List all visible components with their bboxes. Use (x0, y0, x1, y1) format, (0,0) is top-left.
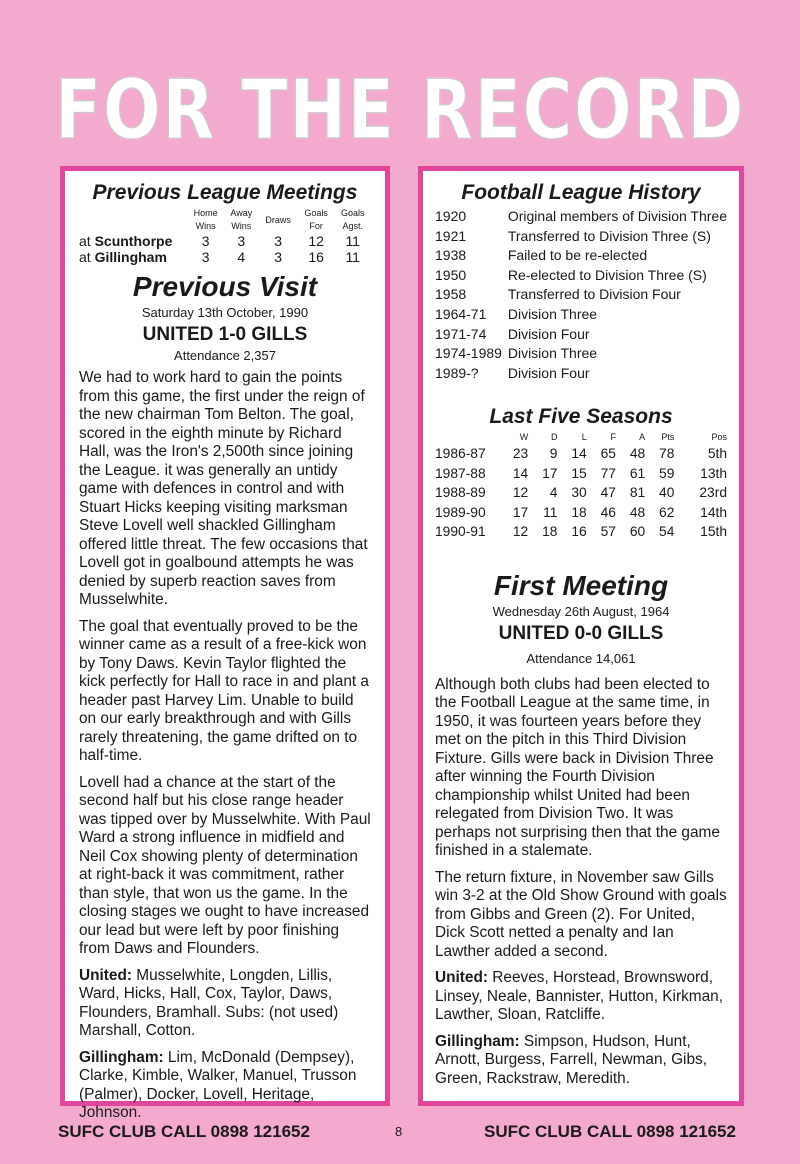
report-paragraph: Although both clubs had been elected to the Football League at the same time, in 1950, it was fourteen years before they met on the pitch in this Third Division Fixture. Gills were back in Division Three after winning the Fourth Division championship whilst United had been relegated from Division Two. It was perhaps not surprising then that the game finished in a stalemate. (435, 675, 720, 860)
position: 13th (700, 465, 727, 481)
previous-visit-attendance: Attendance 2,357 (174, 348, 276, 363)
history-year: 1958 (435, 286, 467, 303)
header-home-wins: Wins (195, 221, 216, 231)
report-paragraph: The goal that eventually proved to be the winner came as a result of a free-kick won by Tony Daws. Kevin Taylor flighted the kick perfectly for Hall to race in and plant a header past Harvey Lim. Unable to build on our early breakthrough and with Gills rarely threatening, the game drifted on to half-time. (79, 617, 369, 764)
points: 40 (659, 485, 675, 501)
gillingham-lineup (79, 1049, 371, 1123)
wins: 12 (512, 485, 529, 501)
goals-for: 47 (600, 485, 616, 501)
position: 5th (707, 446, 727, 462)
draws: 9 (549, 446, 558, 462)
header-w: W (519, 432, 529, 443)
history-event: Original members of Division Three (507, 208, 727, 224)
wins: 12 (512, 524, 529, 540)
left-panel (60, 166, 390, 1121)
table-row (435, 464, 727, 484)
history-year: 1921 (435, 227, 467, 244)
history-event: Transferred to Division Three (S) (507, 227, 711, 244)
home-wins: 3 (201, 233, 210, 249)
history-event: Failed to be re-elected (507, 247, 648, 264)
history-table (435, 207, 727, 383)
page-banner (0, 50, 800, 160)
goals-for: 57 (600, 524, 616, 540)
wins: 17 (512, 504, 529, 520)
header-away-wins: Wins (231, 221, 252, 231)
wins: 23 (512, 446, 529, 462)
gillingham-lineup (435, 1033, 727, 1089)
table-row (435, 344, 727, 364)
seasons-header-row (435, 431, 727, 444)
header-draws: Draws (265, 214, 291, 225)
points: 59 (659, 465, 675, 481)
goals-against: 81 (629, 485, 646, 501)
draws: 4 (549, 485, 558, 501)
history-event: Division Four (507, 325, 590, 342)
united-lineup (79, 967, 371, 1041)
united-players: Reeves, Horstead, Brownsword, Linsey, Neale, Bannister, Hutton, Kirkman, Lawther, Sloan, Ratcliffe. (435, 969, 724, 1024)
footer-club-call-left: SUFC CLUB CALL 0898 121652 (58, 1122, 310, 1141)
meetings-header-row (79, 207, 371, 220)
history-year: 1964-71 (435, 305, 487, 322)
banner-title-graphic (0, 50, 800, 160)
header-home: Home (193, 208, 218, 218)
table-row (435, 325, 727, 345)
first-meeting-date: Wednesday 26th August, 1964 (492, 603, 670, 619)
away-wins: 4 (237, 249, 246, 265)
history-event: Division Four (507, 364, 590, 381)
header-pos: Pos (711, 432, 727, 443)
report-paragraph: Lovell had a chance at the start of the second half but his close range header was tipped over by Musselwhite. With Paul Ward a strong influence in midfield and Neil Cox showing plenty of determination at right-back it was commitment, rather than style, that won us the game. In the closing stages we ought to have increased our lead but were left by poor finishing from Daws and Flounders. (79, 773, 371, 957)
season: 1990-91 (435, 524, 486, 540)
united-players: Musselwhite, Longden, Lillis, Ward, Hicks, Hall, Cox, Taylor, Daws, Flounders, Bramhall. Subs: (not used) Marshall, Cotton. (79, 966, 339, 1039)
history-event: Transferred to Division Four (507, 286, 681, 303)
draws: 3 (274, 233, 282, 249)
footer-club-call-right: SUFC CLUB CALL 0898 121652 (484, 1122, 736, 1141)
draws: 3 (274, 249, 282, 265)
home-wins: 3 (201, 249, 210, 265)
first-meeting-report (435, 676, 727, 1089)
header-d: D (550, 432, 558, 443)
meetings-subheader-row (79, 220, 371, 233)
header-away: Away (230, 208, 253, 218)
goals-for: 46 (600, 504, 616, 520)
football-league-history-title: Football League History (461, 181, 701, 204)
goals-against: 61 (629, 465, 646, 481)
goals-against: 48 (629, 504, 646, 520)
losses: 30 (571, 485, 587, 501)
united-lineup (435, 969, 727, 1025)
header-agst: Agst. (342, 221, 363, 231)
first-meeting-attendance: Attendance 14,061 (526, 650, 636, 666)
season: 1986-87 (435, 446, 486, 462)
previous-visit-score: UNITED 1-0 GILLS (142, 324, 308, 345)
right-panel (418, 166, 744, 1106)
goals-agst: 11 (345, 249, 360, 265)
history-year: 1950 (435, 266, 467, 283)
header-for: For (309, 221, 323, 231)
header-goals-agst: Goals (340, 208, 365, 218)
table-row (435, 207, 727, 227)
draws: 18 (542, 524, 558, 540)
previous-visit-title: Previous Visit (132, 271, 318, 302)
united-label: United: (435, 969, 489, 987)
header-pts: Pts (661, 432, 675, 443)
season: 1987-88 (435, 465, 486, 481)
gillingham-players: Simpson, Hudson, Hunt, Arnott, Burgess, Farrell, Newman, Gibs, Green, Rackstraw, Meredith. (435, 1032, 707, 1087)
history-year: 1974-1989 (435, 345, 502, 362)
table-row (435, 305, 727, 325)
venue-name: Scunthorpe (94, 233, 173, 249)
position: 14th (700, 504, 727, 520)
losses: 15 (571, 465, 587, 481)
table-row (435, 503, 727, 523)
wins: 14 (512, 465, 529, 481)
table-row (435, 266, 727, 286)
table-row (435, 483, 727, 503)
last-five-seasons-title: Last Five Seasons (489, 405, 673, 429)
previous-league-meetings-title: Previous League Meetings (92, 181, 358, 204)
position: 15th (700, 524, 727, 540)
history-year: 1989-? (435, 364, 479, 381)
goals-for: 16 (308, 249, 324, 265)
table-row (435, 364, 727, 384)
position: 23rd (699, 485, 727, 501)
table-row (435, 522, 727, 542)
first-meeting-score: UNITED 0-0 GILLS (498, 622, 664, 644)
meetings-table (79, 207, 371, 265)
goals-against: 60 (629, 524, 646, 540)
gillingham-label: Gillingham: (435, 1032, 520, 1050)
losses: 16 (571, 524, 587, 540)
table-row (435, 285, 727, 305)
venue-prefix: at (79, 233, 95, 249)
header-a: A (639, 432, 646, 443)
header-f: F (610, 432, 616, 443)
previous-visit-report (79, 369, 371, 1123)
losses: 14 (571, 446, 587, 462)
previous-visit-date: Saturday 13th October, 1990 (141, 305, 309, 320)
report-paragraph: The return fixture, in November saw Gills win 3-2 at the Old Show Ground with goals from Gibbs and Green (2). For United, Dick Scott netted a penalty and Ian Lawther added a second. (435, 868, 727, 960)
venue-name: Gillingham (94, 249, 167, 265)
page-number: 8 (395, 1124, 403, 1139)
season: 1988-89 (435, 485, 486, 501)
history-event: Division Three (507, 305, 598, 322)
banner-title-outline: FOR THE RECORD (55, 63, 745, 158)
history-year: 1938 (435, 247, 467, 264)
history-year: 1920 (435, 208, 467, 224)
first-meeting-title: First Meeting (493, 569, 669, 601)
table-row (79, 233, 371, 249)
header-l: L (581, 432, 587, 443)
goals-agst: 11 (345, 233, 360, 249)
table-row (435, 227, 727, 247)
gillingham-label: Gillingham: (79, 1048, 164, 1066)
goals-for: 12 (308, 233, 324, 249)
draws: 11 (543, 504, 558, 520)
points: 78 (659, 446, 675, 462)
header-goals-for: Goals (304, 208, 328, 218)
goals-for: 77 (600, 465, 616, 481)
seasons-table (435, 431, 727, 542)
away-wins: 3 (237, 233, 246, 249)
goals-for: 65 (600, 446, 616, 462)
goals-against: 48 (629, 446, 646, 462)
history-event: Division Three (507, 345, 598, 362)
table-row (79, 249, 371, 265)
losses: 18 (571, 504, 587, 520)
venue-prefix: at (79, 249, 95, 265)
gillingham-players: Lim, McDonald (Dempsey), Clarke, Kimble, Walker, Manuel, Trusson (Palmer), Docker, Lovell, Heritage, Johnson. (79, 1048, 357, 1121)
history-event: Re-elected to Division Three (S) (507, 266, 707, 283)
draws: 17 (542, 465, 558, 481)
table-row (435, 444, 727, 464)
points: 62 (659, 504, 675, 520)
united-label: United: (79, 966, 133, 984)
history-year: 1971-74 (435, 325, 487, 342)
report-paragraph: We had to work hard to gain the points from this game, the first under the reign of the new chairman Tom Belton. The goal, scored in the eighth minute by Richard Hall, was the Iron's 2,500th since joining the League. it was generally an untidy game with defences in control and with Stuart Hicks keeping visiting marksman Steve Lovell well shackled Gillingham offered little threat. The few occasions that Lovell got in goalbound attempts he was denied by superb reaction saves from Musselwhite. (79, 369, 368, 608)
season: 1989-90 (435, 504, 486, 520)
table-row (435, 246, 727, 266)
banner-title: FOR THE RECORD (55, 63, 745, 158)
points: 54 (659, 524, 675, 540)
